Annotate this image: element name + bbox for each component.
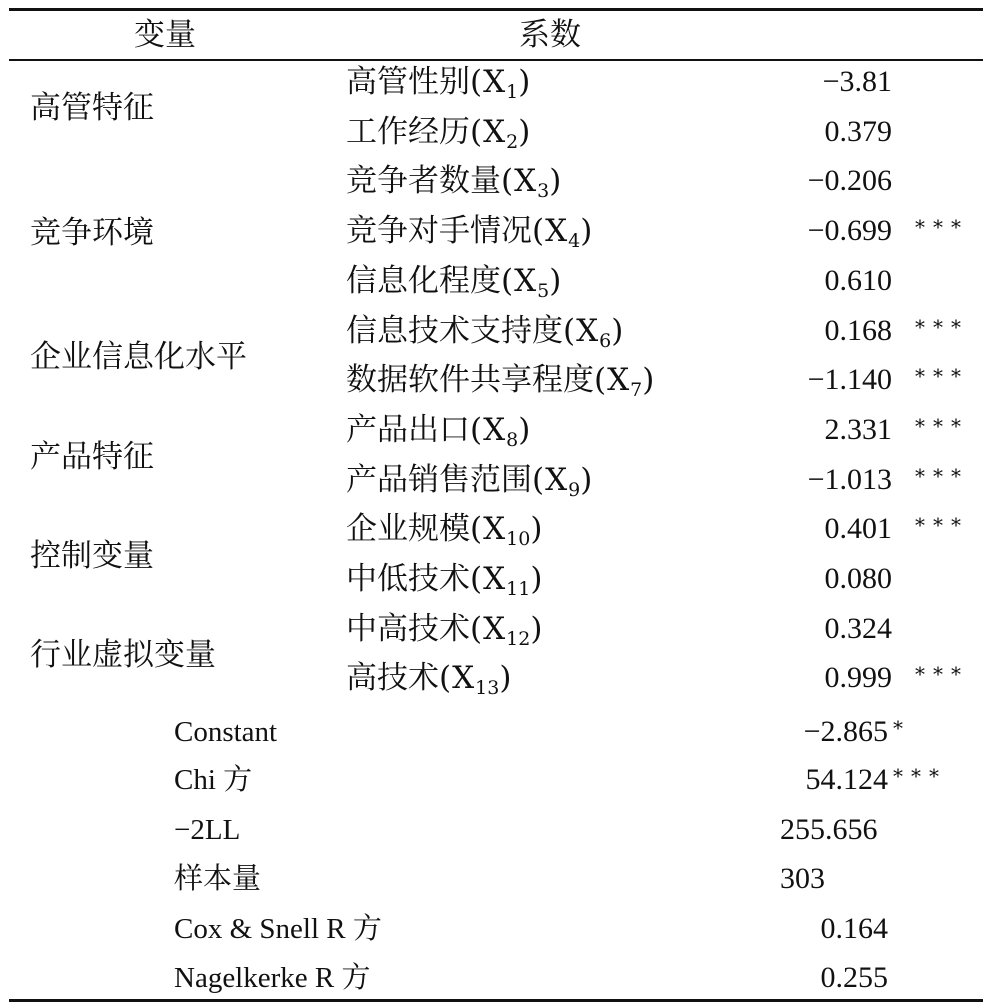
coefficient-value: 0.324 bbox=[824, 611, 892, 645]
variable-symbol-close: ) bbox=[580, 461, 594, 498]
statistic-value: 255.656 bbox=[780, 813, 878, 846]
statistic-label: Nagelkerke R 方 bbox=[174, 962, 371, 994]
variable-name: 企业规模 bbox=[346, 511, 470, 548]
significance-stars: *** bbox=[915, 413, 969, 438]
variable-label bbox=[346, 460, 786, 500]
variable-symbol: (X bbox=[470, 64, 507, 100]
statistic-value: 54.124 bbox=[805, 763, 888, 796]
coefficient-value: 0.999 bbox=[824, 661, 892, 695]
variable-name: 信息化程度 bbox=[346, 262, 501, 299]
coefficient-value: −0.699 bbox=[807, 214, 892, 248]
group-label: 控制变量 bbox=[30, 538, 154, 574]
header-variable: 变量 bbox=[134, 17, 196, 53]
variable-name: 竞争者数量 bbox=[346, 163, 501, 200]
group-label: 高管特征 bbox=[30, 90, 154, 126]
variable-label bbox=[346, 509, 786, 549]
group-label: 竞争环境 bbox=[30, 215, 154, 251]
variable-name: 数据软件共享程度 bbox=[346, 362, 594, 399]
coefficient-value: −1.140 bbox=[807, 363, 892, 397]
variable-subscript: 5 bbox=[537, 279, 550, 302]
variable-symbol: (X bbox=[501, 163, 538, 200]
variable-symbol: (X bbox=[470, 610, 507, 647]
variable-name: 工作经历 bbox=[346, 113, 470, 150]
statistic-value: 0.255 bbox=[820, 961, 888, 994]
variable-label bbox=[346, 559, 786, 599]
statistic-label: Chi 方 bbox=[174, 764, 253, 796]
table-header-rule bbox=[9, 59, 983, 61]
variable-symbol: (X bbox=[439, 660, 476, 697]
variable-label bbox=[346, 211, 786, 251]
variable-label bbox=[346, 161, 786, 201]
significance-stars: *** bbox=[893, 764, 947, 788]
variable-subscript: 13 bbox=[475, 677, 500, 700]
significance-stars: *** bbox=[915, 314, 969, 339]
variable-symbol-close: ) bbox=[530, 610, 544, 647]
coefficient-value: −0.206 bbox=[807, 164, 892, 198]
variable-symbol-close: ) bbox=[549, 163, 563, 200]
variable-subscript: 11 bbox=[506, 578, 531, 600]
statistic-label: Cox & Snell R 方 bbox=[174, 913, 382, 945]
significance-stars: *** bbox=[915, 662, 969, 687]
significance-stars: *** bbox=[915, 364, 969, 389]
variable-symbol: (X bbox=[470, 561, 507, 597]
statistic-label: −2LL bbox=[174, 814, 241, 846]
coefficient-value: 2.331 bbox=[824, 412, 892, 446]
variable-symbol-close: ) bbox=[518, 113, 532, 150]
statistic-value: 0.164 bbox=[820, 912, 888, 945]
variable-subscript: 6 bbox=[599, 329, 612, 352]
variable-name: 信息技术支持度 bbox=[346, 312, 563, 349]
variable-name: 高技术 bbox=[346, 660, 439, 697]
variable-label bbox=[346, 658, 786, 698]
variable-symbol-close: ) bbox=[518, 64, 532, 100]
variable-symbol: (X bbox=[532, 213, 569, 250]
variable-name: 产品销售范围 bbox=[346, 461, 532, 498]
variable-subscript: 3 bbox=[537, 180, 550, 203]
variable-symbol-close: ) bbox=[642, 362, 656, 399]
variable-symbol: (X bbox=[563, 312, 600, 349]
coefficient-value: 0.610 bbox=[824, 263, 892, 297]
variable-label bbox=[346, 360, 786, 400]
variable-name: 竞争对手情况 bbox=[346, 213, 532, 250]
variable-symbol-close: ) bbox=[499, 660, 513, 697]
variable-subscript: 12 bbox=[506, 627, 531, 650]
variable-symbol-close: ) bbox=[530, 561, 544, 597]
variable-symbol: (X bbox=[594, 362, 631, 399]
variable-label bbox=[346, 261, 786, 301]
variable-symbol: (X bbox=[470, 511, 507, 548]
variable-subscript: 9 bbox=[568, 478, 581, 501]
significance-stars: *** bbox=[915, 215, 969, 240]
variable-label bbox=[346, 112, 786, 152]
statistic-value: 303 bbox=[780, 862, 825, 895]
variable-label bbox=[346, 609, 786, 649]
variable-symbol-close: ) bbox=[549, 262, 563, 299]
coefficient-value: 0.168 bbox=[824, 313, 892, 347]
variable-symbol: (X bbox=[501, 262, 538, 299]
significance-stars: *** bbox=[915, 463, 969, 488]
variable-symbol-close: ) bbox=[518, 411, 532, 448]
variable-label bbox=[346, 62, 786, 102]
variable-symbol: (X bbox=[532, 461, 569, 498]
significance-stars: * bbox=[893, 716, 911, 740]
table-top-rule bbox=[9, 8, 983, 11]
variable-subscript: 1 bbox=[506, 81, 519, 103]
significance-stars: *** bbox=[915, 513, 969, 538]
header-coefficient: 系数 bbox=[519, 17, 581, 53]
variable-subscript: 7 bbox=[630, 379, 643, 402]
variable-name: 中高技术 bbox=[346, 610, 470, 647]
coefficient-value: −3.81 bbox=[822, 65, 892, 98]
statistic-value: −2.865 bbox=[803, 715, 888, 748]
group-label: 产品特征 bbox=[30, 439, 154, 475]
group-label: 行业虚拟变量 bbox=[30, 637, 216, 673]
variable-symbol: (X bbox=[470, 113, 507, 150]
group-label: 企业信息化水平 bbox=[30, 339, 247, 375]
coefficient-value: −1.013 bbox=[807, 462, 892, 496]
variable-symbol-close: ) bbox=[580, 213, 594, 250]
table-bottom-rule bbox=[9, 999, 983, 1002]
variable-subscript: 10 bbox=[506, 528, 531, 551]
coefficient-value: 0.080 bbox=[824, 562, 892, 595]
variable-name: 中低技术 bbox=[346, 561, 470, 597]
variable-symbol-close: ) bbox=[530, 511, 544, 548]
variable-label bbox=[346, 410, 786, 450]
variable-symbol-close: ) bbox=[611, 312, 625, 349]
variable-symbol: (X bbox=[470, 411, 507, 448]
coefficient-value: 0.379 bbox=[824, 114, 892, 148]
statistic-label: 样本量 bbox=[174, 863, 262, 895]
variable-label bbox=[346, 311, 786, 351]
variable-name: 高管性别 bbox=[346, 64, 470, 100]
statistic-label: Constant bbox=[174, 716, 278, 748]
variable-subscript: 8 bbox=[506, 428, 519, 451]
variable-subscript: 4 bbox=[568, 230, 581, 253]
variable-name: 产品出口 bbox=[346, 411, 470, 448]
variable-subscript: 2 bbox=[506, 130, 519, 153]
coefficient-value: 0.401 bbox=[824, 512, 892, 546]
